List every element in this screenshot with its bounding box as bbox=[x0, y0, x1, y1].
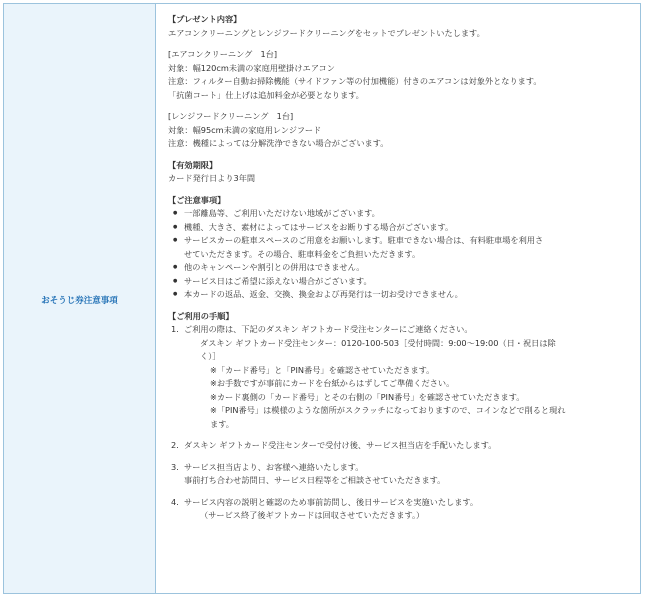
rangehood-caution: 注意：機種によっては分解洗浄できない場合がございます。 bbox=[168, 138, 389, 148]
list-item: ● 本カードの返品、返金、交換、換金および再発行は一切お受けできません。 bbox=[168, 288, 632, 302]
aircon-heading: [エアコンクリーニング 1台] bbox=[168, 49, 278, 59]
notes-list bbox=[168, 207, 632, 302]
present-heading: 【プレゼント内容】 bbox=[168, 14, 242, 24]
list-item: ● サービス日はご希望に添えない場合がございます。 bbox=[168, 275, 632, 289]
rangehood-heading: [レンジフードクリーニング 1台] bbox=[168, 111, 294, 121]
step-number: 4. bbox=[171, 496, 179, 507]
aircon-caution: 注意：フィルター自動お掃除機能（サイドファン等の付加機能）付きのエアコンは対象外となります。 bbox=[168, 76, 542, 86]
usage-step-2: 2. ダスキン ギフトカード受注センターで受付け後、サービス担当店を手配いたします。 bbox=[168, 439, 632, 453]
usage-step-4: 4. サービス内容の説明と確認のため事前訪問し、後日サービスを実施いたします。 （サービス終了後ギフトカードは回収させていただきます。） bbox=[171, 496, 479, 520]
list-item: ● サービスカーの駐車スペースのご用意をお願いします。駐車できない場合は、有料駐車場を利用さ せていただきます。その場合、駐車料金をご負担いただきます。 bbox=[168, 234, 632, 261]
notes-table bbox=[3, 3, 641, 594]
usage-heading: 【ご利用の手順】 bbox=[168, 310, 234, 321]
row-content-cell bbox=[156, 4, 640, 593]
aircon-coat-note: 「抗菌コート」仕上げは追加料金が必要となります。 bbox=[168, 89, 364, 100]
step-number: 2. bbox=[171, 440, 179, 450]
rangehood-target: 対象：幅95cm未満の家庭用レンジフード bbox=[168, 124, 322, 135]
validity-heading: 【有効期限】 bbox=[168, 159, 218, 170]
present-text: エアコンクリーニングとレンジフードクリーニングをセットでプレゼントいたします。 bbox=[168, 27, 485, 38]
row-header-cell bbox=[4, 4, 156, 593]
step-number: 1. bbox=[171, 324, 179, 334]
usage-step-1: 1. ご利用の際は、下記のダスキン ギフトカード受注センターにご連絡ください。 ダスキン ギフトカード受注センター：0120-100-503［受付時間：9:00～19:00（日・祝日は除 く）］ ※「カード番号」と「PIN番号」を確認させていただきます。 ※お手数ですが事前にカードを台紙からはずしてご準備ください。 ※カード裏側の「カード番号」とその右側の「PIN番号」を確認させていただきます。 ※「PIN番号」は模様のような箇所がスクラッチになっておりますので、コインなどで削ると現れ ます。 bbox=[171, 324, 566, 429]
list-item: ● 機種、大きさ、素材によってはサービスをお断りする場合がございます。 bbox=[168, 221, 632, 235]
notes-heading: 【ご注意事項】 bbox=[168, 194, 226, 205]
list-item: ● 他のキャンペーンや割引との併用はできません。 bbox=[168, 261, 632, 275]
usage-step-3: 3. サービス担当店より、お客様へ連絡いたします。 事前打ち合わせ訪問日、サービス日程等をご相談させていただきます。 bbox=[171, 461, 446, 485]
list-item: ● 一部離島等、ご利用いただけない地域がございます。 bbox=[168, 207, 632, 221]
aircon-target: 対象：幅120cm未満の家庭用壁掛けエアコン bbox=[168, 62, 335, 73]
step-number: 3. bbox=[171, 461, 179, 472]
row-label: おそうじ券注意事項 bbox=[41, 296, 118, 306]
validity-text: カード発行日より3年間 bbox=[168, 173, 256, 183]
